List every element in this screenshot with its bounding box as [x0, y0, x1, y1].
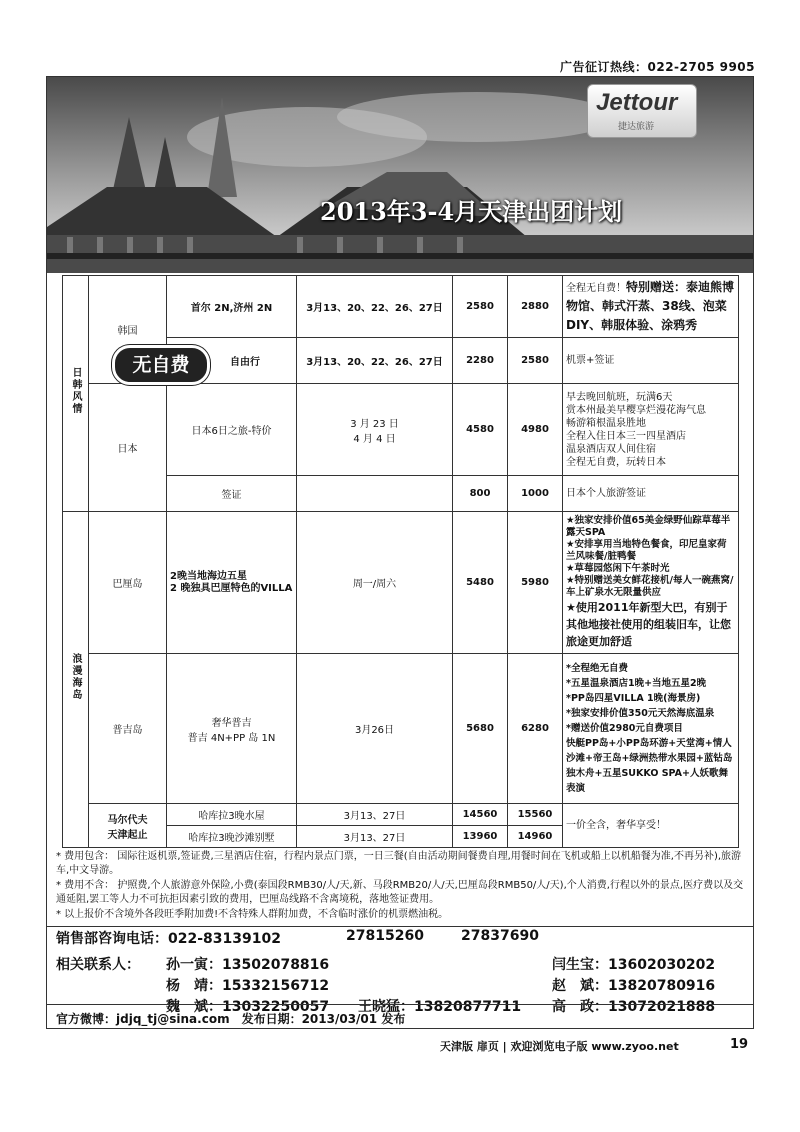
- logo-text: Jettour: [596, 89, 678, 116]
- price-adult: 14560: [453, 804, 508, 826]
- dates: 3月26日: [297, 654, 453, 804]
- fee-remark: * 以上报价不含境外各段旺季附加费!不含特殊人群附加费，不含临时涨价的机票燃油税。: [56, 909, 449, 920]
- contact-person: 高 政：13072021888: [552, 999, 716, 1015]
- route: 自由行: [167, 338, 297, 384]
- price-adult: 5480: [453, 512, 508, 654]
- sales-phone: 销售部咨询电话：022-83139102: [56, 931, 281, 947]
- dates: [297, 476, 453, 512]
- page-number: 19: [730, 1037, 749, 1052]
- divider: [47, 1004, 753, 1005]
- table-row: [63, 384, 739, 476]
- table-row: [63, 654, 739, 804]
- sales-phone-2: 27815260: [346, 928, 424, 944]
- table-row: [63, 512, 739, 654]
- dest-maldives: 马尔代夫 天津起止: [89, 804, 167, 848]
- dest-phuket: 普吉岛: [89, 654, 167, 804]
- jettour-logo: [587, 84, 697, 138]
- price-standard: 2580: [508, 338, 563, 384]
- price-adult: 2280: [453, 338, 508, 384]
- banner-title: 2013年3-4月天津出团计划: [320, 197, 623, 226]
- price-standard: 15560: [508, 804, 563, 826]
- price-standard: 2880: [508, 276, 563, 338]
- page-footer: 天津版 扉页 | 欢迎浏览电子版 www.zyoo.net: [440, 1040, 679, 1053]
- contact-person: 赵 斌：13820780916: [552, 978, 716, 994]
- price-standard: 1000: [508, 476, 563, 512]
- highlights: 全程无自费！特别赠送：泰迪熊博物馆、韩式汗蒸、38线、泡菜DIY、韩服体验、涂鸦秀: [563, 276, 739, 338]
- dates: 3 月 23 日 4 月 4 日: [297, 384, 453, 476]
- price-adult: 4580: [453, 384, 508, 476]
- divider: [47, 926, 753, 927]
- highlights: *全程绝无自费 *五星温泉酒店1晚+当地五星2晚 *PP岛四星VILLA 1晚(海景房) *独家安排价值350元天然海底温泉 *赠送价值2980元自费项目 快艇PP岛+小PP岛环游+天堂湾+情人沙滩+帝王岛+绿洲热带水果园+蓝钻岛独木舟+五星SUKKO SPA+人妖歌舞表演: [563, 654, 739, 804]
- highlights: 日本个人旅游签证: [563, 476, 739, 512]
- no-self-pay-badge: 无自费: [112, 345, 210, 385]
- route: 哈库拉3晚沙滩别墅: [167, 826, 297, 848]
- dates: 3月13、27日: [297, 826, 453, 848]
- sales-phone-3: 27837690: [461, 928, 539, 944]
- table-row: [63, 804, 739, 826]
- dates: 3月13、20、22、26、27日: [297, 276, 453, 338]
- price-adult: 2580: [453, 276, 508, 338]
- contact-person: 魏 斌：13032250057: [166, 999, 330, 1015]
- region-romantic-islands: 浪漫海岛: [63, 512, 89, 848]
- price-standard: 14960: [508, 826, 563, 848]
- route: 首尔 2N,济州 2N: [167, 276, 297, 338]
- logo-subtext: 捷达旅游: [618, 122, 655, 132]
- dest-korea: 韩国: [89, 276, 167, 384]
- contact-person: 杨 靖：15332156712: [166, 978, 330, 994]
- fee-included: * 费用包含： 国际往返机票,签证费,三星酒店住宿，行程内景点门票，一日三餐(自由活动期间餐费自理,用餐时间在飞机或船上以机船餐为准,不再另补),旅游车,中文导游。: [56, 851, 742, 876]
- price-standard: 4980: [508, 384, 563, 476]
- price-adult: 800: [453, 476, 508, 512]
- dates: 周一/周六: [297, 512, 453, 654]
- dates: 3月13、27日: [297, 804, 453, 826]
- route: 2晚当地海边五星 2 晚独具巴厘特色的VILLA: [167, 512, 297, 654]
- table-row: [63, 276, 739, 338]
- dates: 3月13、20、22、26、27日: [297, 338, 453, 384]
- dest-bali: 巴厘岛: [89, 512, 167, 654]
- contact-label: 相关联系人：: [56, 957, 140, 973]
- price-standard: 5980: [508, 512, 563, 654]
- contact-person: 孙一寅：13502078816: [166, 957, 330, 973]
- weibo-and-date: 官方微博：jdjq_tj@sina.com 发布日期：2013/03/01 发布: [56, 1012, 406, 1026]
- highlights: 早去晚回航班，玩满6天 赏本州最美早樱享烂漫花海气息 畅游箱根温泉胜地 全程入住日本三一四星酒店 温泉酒店双人间住宿 全程无自费，玩转日本: [563, 384, 739, 476]
- price-standard: 6280: [508, 654, 563, 804]
- contact-person: 王晓猛：13820877711: [358, 999, 522, 1015]
- region-japan-korea: 日韩风情: [63, 276, 89, 512]
- price-adult: 5680: [453, 654, 508, 804]
- contact-person: 闫生宝：13602030202: [552, 957, 716, 973]
- fee-notes: [56, 850, 746, 923]
- highlights: 机票+签证: [563, 338, 739, 384]
- price-adult: 13960: [453, 826, 508, 848]
- route: 奢华普吉 普吉 4N+PP 岛 1N: [167, 654, 297, 804]
- highlights: 一价全含，奢华享受！: [563, 804, 739, 848]
- dest-japan: 日本: [89, 384, 167, 512]
- fee-excluded: * 费用不含： 护照费,个人旅游意外保险,小费(泰国段RMB30/人/天,新、马段RMB20/人/天,巴厘岛段RMB50/人/天),个人消费,行程以外的景点,医疗费以及交通延阻,罢工等人力不可抗拒因素引致的费用，巴厘岛线路不含离境税，落地签证费用。: [56, 880, 744, 905]
- highlights: ★独家安排价值65美金绿野仙踪草莓半露天SPA ★安排享用当地特色餐食，印尼皇家荷兰风味餐/脏鸭餐 ★草莓园悠闲下午茶时光 ★特别赠送美女鲜花接机/每人一碗燕窝/车上矿泉水无限量供应 ★使用2011年新型大巴，有别于其他地接社使用的组装旧车，让您旅途更加舒适: [563, 512, 739, 654]
- route: 日本6日之旅-特价: [167, 384, 297, 476]
- route: 哈库拉3晚水屋: [167, 804, 297, 826]
- ad-hotline: 广告征订热线：022-2705 9905: [560, 60, 756, 74]
- route: 签证: [167, 476, 297, 512]
